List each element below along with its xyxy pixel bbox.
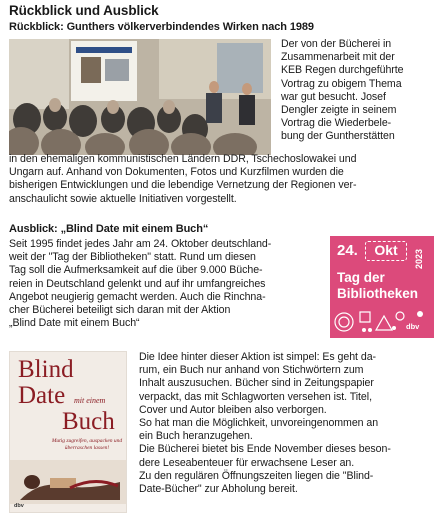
review-line: bung der Guntherstätten [281,130,395,143]
aktion-text [139,351,391,496]
review-line: Vortrag die Wiederbele- [281,117,392,130]
outlook-line: reien in Deutschland gelenkt und auf ihr umfangreiches [9,277,266,290]
outlook-line: Seit 1995 findet jedes Jahr am 24. Oktober deutschland- [9,238,272,250]
aktion-line: Zu den regulären Öffnungszeiten liegen die "Blind- [139,469,374,482]
aktion-line: Cover und Autor bleiben also verborgen. [139,403,327,416]
aktion-line: Die Idee hinter dieser Aktion ist simpel: Es geht da- [139,351,377,363]
tag-der-bibliotheken-logo [330,236,434,338]
review-line: Zusammenarbeit mit der [281,51,395,64]
poster-word-mit-einem: mit einem [74,396,106,405]
page-title: Rückblick und Ausblick [9,3,159,18]
review-line: bisherigen Entwicklungen und die lebendige Vernetzung der Regionen ver- [9,179,357,192]
tdb-month: Okt [365,241,407,261]
aktion-line: Inhalt auszusuchen. Bücher sind in Zeitungspapier [139,377,374,390]
aktion-line: rum, ein Buch nur anhand von Stichwörtern zum [139,364,364,377]
tdb-decoration-icon [330,302,434,338]
lecture-photo [9,39,271,155]
poster-word-blind: Blind [18,356,74,383]
outlook-line: cher Bücherei beteiligt sich daran mit der Aktion [9,304,231,317]
review-text-beside-photo [281,38,404,144]
aktion-line: So hat man die Möglichkeit, unvoreingenommen an [139,417,379,430]
outlook-line: Tag soll die Aufmerksamkeit auf die über 9.000 Büche- [9,264,263,277]
poster-word-date: Date [18,382,66,409]
outlook-line: Angebot neugierig gemacht werden. Auch die Rinchna- [9,290,266,303]
review-line: Dengler zeigte in seinem [281,104,397,117]
poster-word-buch: Buch [62,408,115,435]
review-line: anschaulicht sowie aktuelle Initiativen vorgestellt. [9,192,237,205]
tdb-year: 2023 [414,248,424,270]
review-line: Ungarn auf. Anhand von Dokumenten, Fotos und Kurzfilmen wurden die [9,166,344,179]
tdb-line2: Bibliotheken [337,286,419,301]
tdb-line1: Tag der [337,270,385,285]
review-line: in den ehemaligen kommunistischen Ländern DDR, Tschechoslowakei und [9,153,357,165]
tdb-day: 24. [337,242,358,259]
outlook-line: weit der "Tag der Bibliotheken" statt. Rund um diesen [9,251,256,264]
aktion-line: Die Bücherei bietet bis Ende November dieses beson- [139,443,391,456]
review-line: war gut besucht. Josef [281,90,386,103]
blind-date-poster [9,351,127,513]
aktion-line: Date-Bücher" zur Abholung bereit. [139,483,298,496]
outlook-heading: Ausblick: „Blind Date mit einem Buch“ [9,223,209,235]
poster-org-logo: dbv [14,503,24,509]
review-line: Vortrag zu obigem Thema [281,77,402,90]
tdb-org-logo: dbv [406,322,420,331]
review-line: KEB Regen durchgeführte [281,64,404,77]
outlook-text [9,238,271,330]
aktion-line: ein Buch heranzugehen. [139,430,253,443]
review-heading: Rückblick: Gunthers völkerverbindendes Wirken nach 1989 [9,21,314,33]
review-line: Der von der Bücherei in [281,38,392,50]
aktion-line: dere Leseabenteuer für erwachsene Leser an. [139,456,355,469]
poster-reading-woman-illustration [10,460,127,504]
poster-subtitle: Mutig zugreifen, auspacken und überraschen lassen! [51,438,123,451]
review-text-full [9,153,356,206]
outlook-line: „Blind Date mit einem Buch“ [9,317,140,330]
aktion-line: verpackt, das mit Schlagworten versehen ist. Titel, [139,390,372,403]
